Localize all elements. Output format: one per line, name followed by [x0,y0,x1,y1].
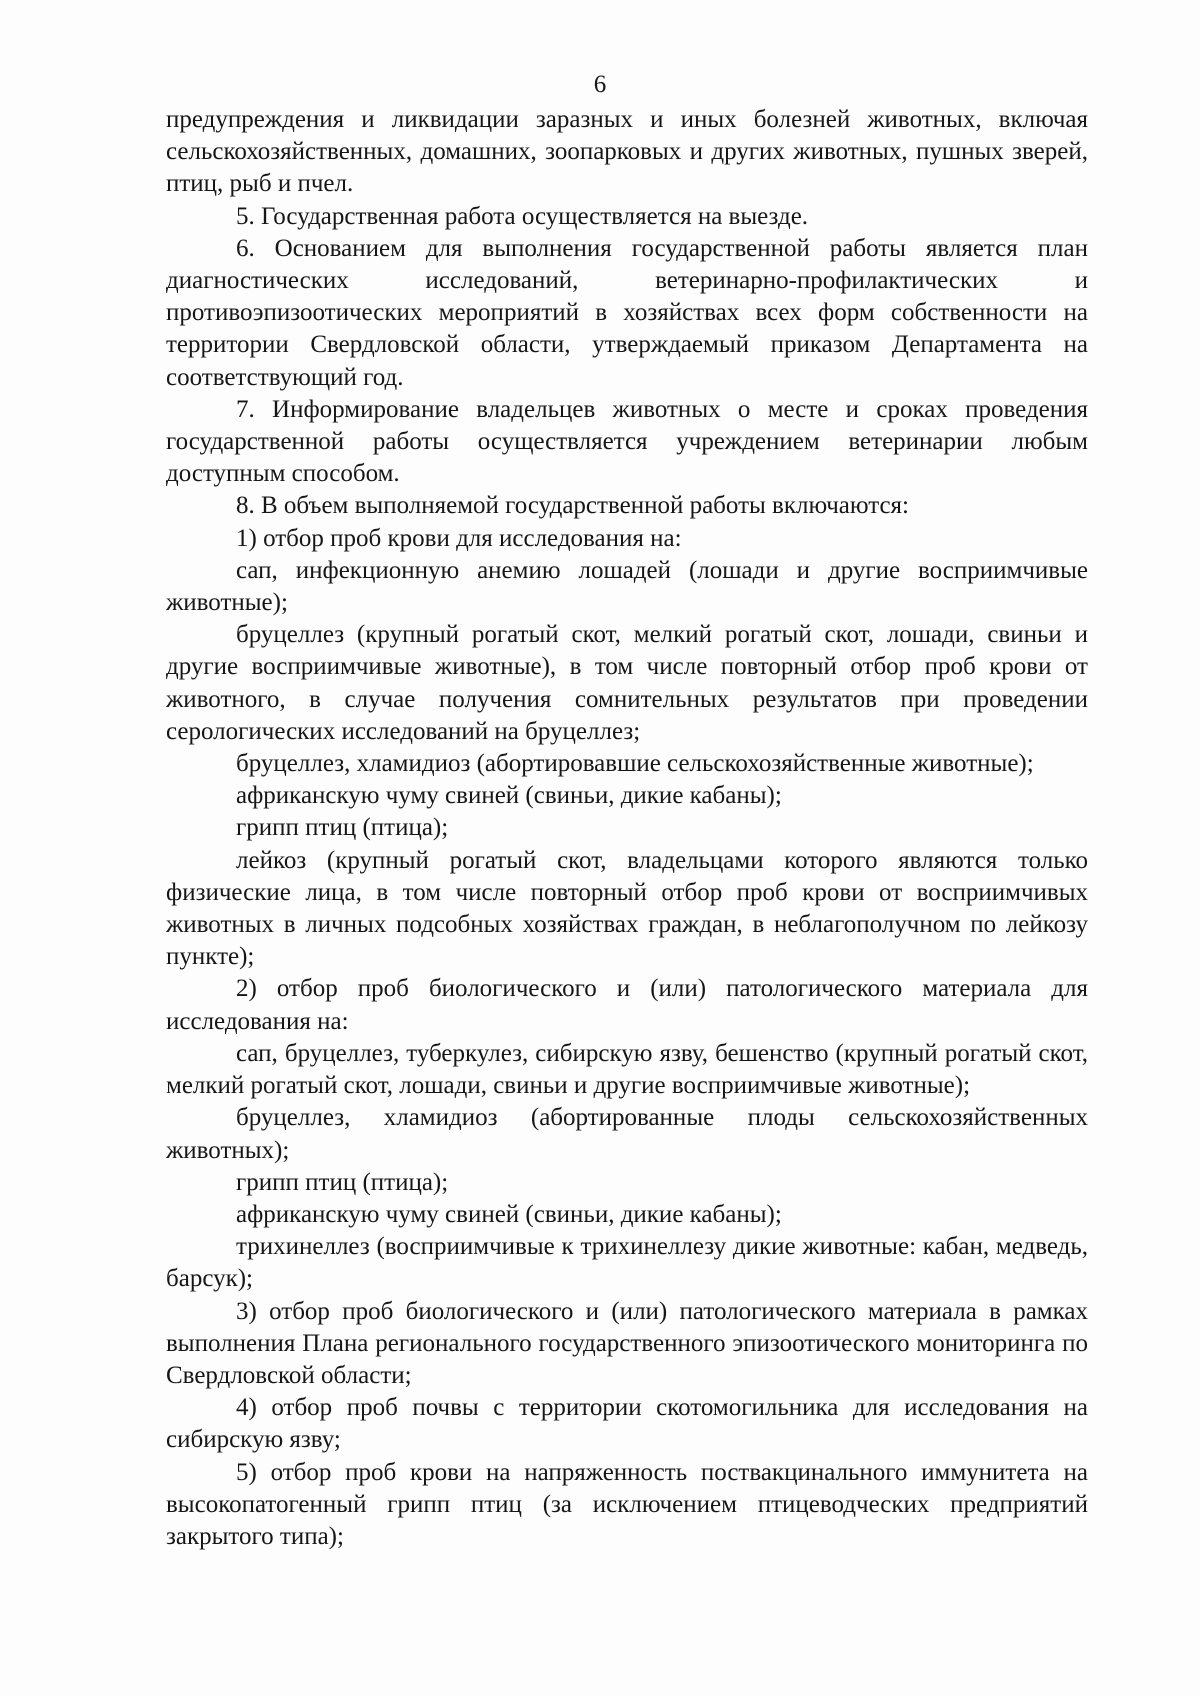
list-item: сап, бруцеллез, туберкулез, сибирскую язву, бешенство (крупный рогатый скот, мелкий рогатый скот, лошади, свиньи и другие восприимчивые животные); [166,1039,1088,1100]
paragraph-item-6: 6. Основанием для выполнения государственной работы является план диагностических исследований, ветеринарно-профилактических и противоэпизоотических мероприятий в хозяйствах всех форм собственности на территории Свердловской области, утверждаемый приказом Департамента на соответствующий год. [166,234,1088,391]
list-item: бруцеллез, хламидиоз (абортировавшие сельскохозяйственные животные); [236,750,1034,778]
paragraph-item-8: 8. В объем выполняемой государственной работы включаются: [236,492,909,520]
paragraph-item-5: 5. Государственная работа осуществляется на выезде. [236,202,809,230]
list-item: трихинеллез (восприимчивые к трихинеллезу дикие животные: кабан, медведь, барсук); [166,1233,1088,1293]
document-body [166,104,1088,1553]
subitem-3: 3) отбор проб биологического и (или) патологического материала в рамках выполнения Плана регионального государственного эпизоотического мониторинга по Свердловской области; [166,1297,1088,1389]
list-item: африканскую чуму свиней (свиньи, дикие кабаны); [236,782,782,810]
list-item: бруцеллез (крупный рогатый скот, мелкий рогатый скот, лошади, свиньи и другие восприимчивые животные), в том числе повторный отбор проб крови от животного, в случае получения сомнительных результатов при проведении серологических исследований на бруцеллез; [166,621,1088,745]
page-number: 6 [593,71,607,98]
list-item: грипп птиц (птица); [236,814,449,842]
subitem-4: 4) отбор проб почвы с территории скотомогильника для исследования на сибирскую язву; [166,1394,1088,1454]
subitem-2-heading: 2) отбор проб биологического и (или) патологического материала для исследования на: [166,975,1088,1035]
list-item: бруцеллез, хламидиоз (абортированные плоды сельскохозяйственных животных); [166,1104,1088,1164]
paragraph-continuation: предупреждения и ликвидации заразных и иных болезней животных, включая сельскохозяйственных, домашних, зоопарковых и других животных, пушных зверей, птиц, рыб и пчел. [166,106,1088,198]
list-item: лейкоз (крупный рогатый скот, владельцами которого являются только физические лица, в том числе повторный отбор проб крови от восприимчивых животных в личных подсобных хозяйствах граждан, в неблагополучном по лейкозу пункте); [166,846,1088,971]
list-item: африканскую чуму свиней (свиньи, дикие кабаны); [236,1200,782,1228]
subitem-5: 5) отбор проб крови на напряженность поствакцинального иммунитета на высокопатогенный грипп птиц (за исключением птицеводческих предприятий закрытого типа); [166,1458,1088,1550]
list-item: грипп птиц (птица); [236,1168,449,1196]
paragraph-item-7: 7. Информирование владельцев животных о месте и сроках проведения государственной работы осуществляется учреждением ветеринарии любым доступным способом. [166,395,1088,488]
subitem-1-heading: 1) отбор проб крови для исследования на: [236,524,682,552]
list-item: сап, инфекционную анемию лошадей (лошади и другие восприимчивые животные); [166,556,1088,617]
